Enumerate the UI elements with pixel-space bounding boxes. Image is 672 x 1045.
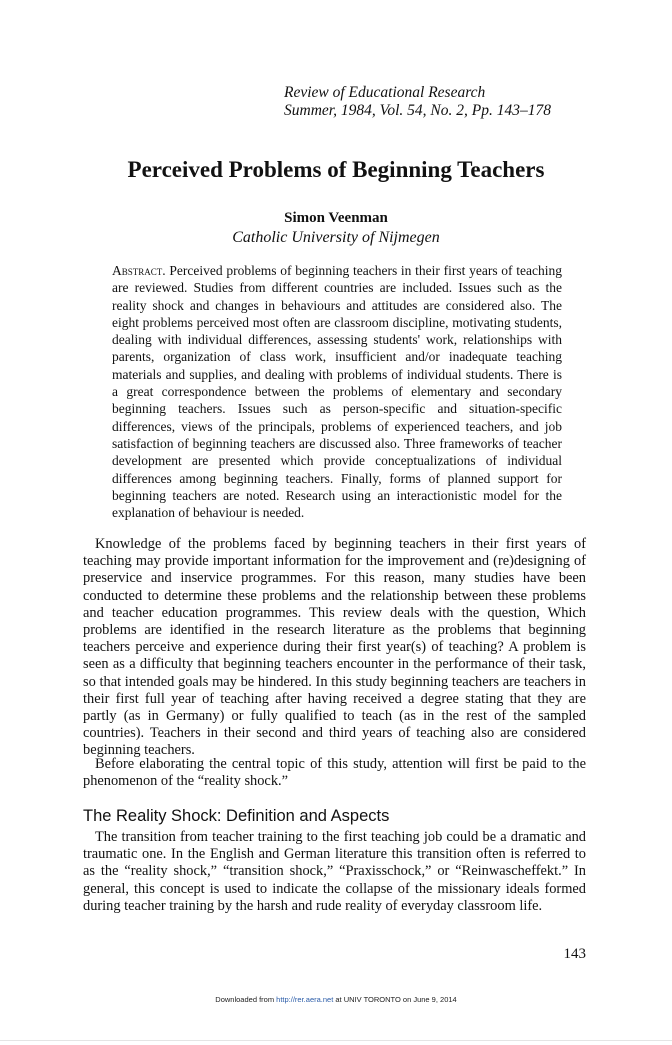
paragraph-2-text: Before elaborating the central topic of this study, attention will first be paid to the phenomenon of the “reality shock.” xyxy=(83,756,586,790)
body-paragraph xyxy=(83,829,586,915)
footer-prefix: Downloaded from xyxy=(215,995,275,1004)
page-divider xyxy=(0,1040,672,1041)
paragraph-1-text: Knowledge of the problems faced by beginning teachers in their first years of teaching may provide important information for the improvement and (re)designing of preservice and inservice programmes. For this reason, many studies have been conducted to determine these problems and the relationship between these problems and teacher education programmes. This review deals with the question, Which problems are identified in the research literature as the problems that beginning teachers perceive and experience during their first year(s) of teaching? A problem is seen as a difficulty that beginning teachers encounter in the performance of their task, so that intended goals may be hindered. In this study beginning teachers are teachers in their first full year of teaching after having received a degree stating that they are partly (as in Germany) or fully qualified to teach (as in the rest of the sampled countries). Teachers in their second and third years of teaching also are considered beginning teachers. xyxy=(83,536,586,759)
article-title: Perceived Problems of Beginning Teachers xyxy=(127,157,545,182)
footer-suffix: at UNIV TORONTO on June 9, 2014 xyxy=(335,995,457,1004)
body-paragraph xyxy=(83,756,586,790)
download-footer xyxy=(0,995,672,1005)
footer-link[interactable]: http://rer.aera.net xyxy=(276,995,334,1004)
abstract-label: Abstract. xyxy=(112,263,166,278)
journal-name: Review of Educational Research xyxy=(284,84,486,101)
section-heading: The Reality Shock: Definition and Aspects xyxy=(83,807,390,825)
journal-citation xyxy=(284,84,654,120)
journal-issue: Summer, 1984, Vol. 54, No. 2, Pp. 143–178 xyxy=(284,102,551,119)
abstract xyxy=(112,262,562,521)
body-paragraph xyxy=(83,536,586,760)
author-affiliation: Catholic University of Nijmegen xyxy=(232,229,440,246)
author-name: Simon Veenman xyxy=(284,210,388,226)
paragraph-3-text: The transition from teacher training to the first teaching job could be a dramatic and traumatic one. In the English and German literature this transition often is referred to as the “reality shock,” “transition shock,” “Praxisschock,” or “Reinwascheffekt.” In general, this concept is used to indicate the collapse of the missionary ideals formed during teacher training by the harsh and rude reality of everyday classroom life. xyxy=(83,829,586,914)
abstract-text: Perceived problems of beginning teachers in their first years of teaching are reviewed. Studies from different countries are included. Issues such as the reality shock and changes in behaviours and attitudes are considered also. The eight problems perceived most often are classroom discipline, motivating students, dealing with individual differences, assessing students' work, relationships with parents, organization of class work, insufficient and/or inadequate teaching materials and supplies, and dealing with problems of individual students. There is a great correspondence between the problems of elementary and secondary beginning teachers. Issues such as person-specific and situation-specific differences, views of the principals, problems of experienced teachers, and job satisfaction of beginning teachers are discussed also. Three frameworks of teacher development are presented which provide conceptualizations of individual differences among beginning teachers. Finally, forms of planned support for beginning teachers are noted. Research using an interactionistic model for the explanation of behaviour is needed. xyxy=(112,263,562,521)
page-number: 143 xyxy=(563,946,586,962)
